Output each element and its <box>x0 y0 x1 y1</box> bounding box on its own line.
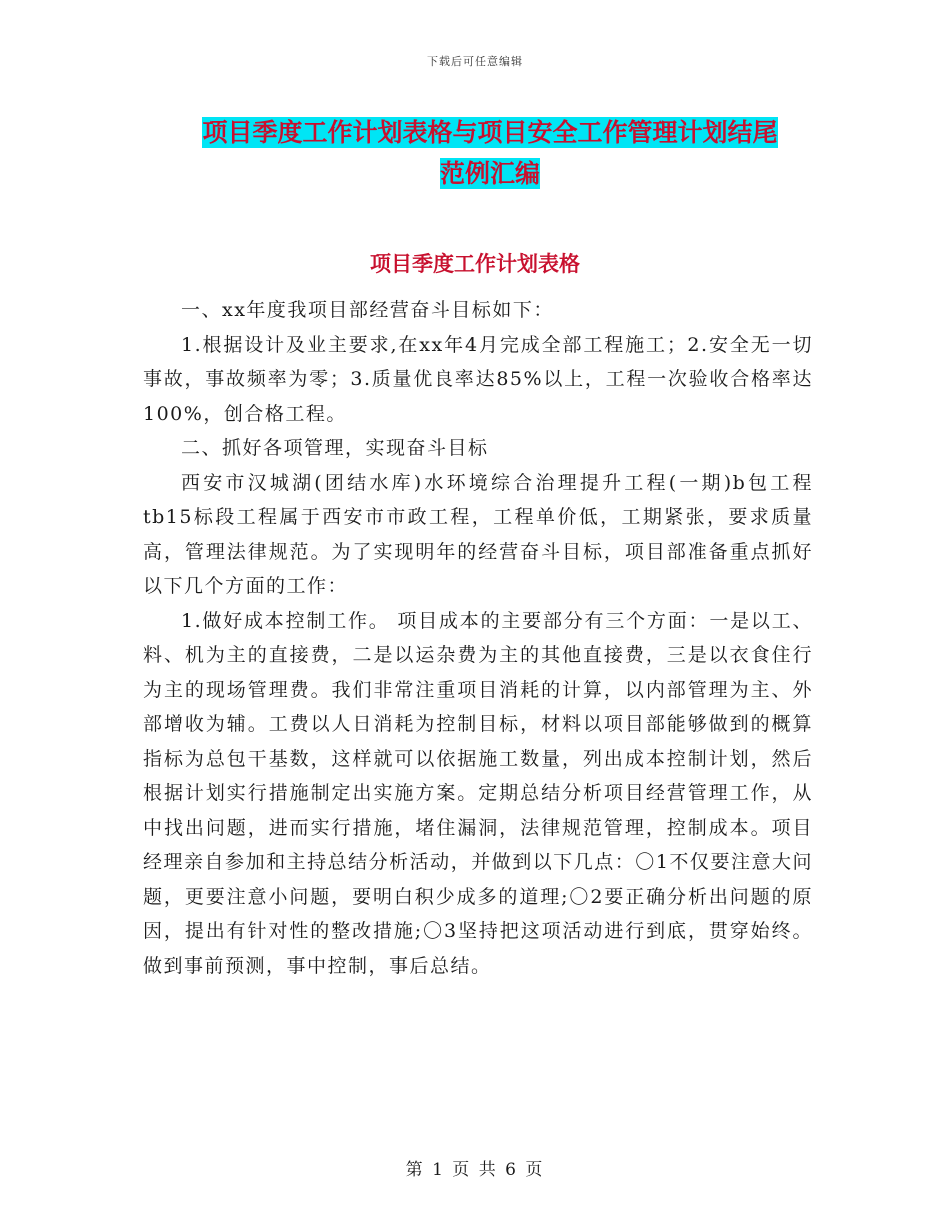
document-title <box>150 112 830 194</box>
document-title-line-2: 范例汇编 <box>439 159 540 188</box>
paragraph: 1.做好成本控制工作。 项目成本的主要部分有三个方面：一是以工、料、机为主的直接费，二是以运杂费为主的其他直接费，三是以衣食住行为主的现场管理费。我们非常注重项目消耗的计算，以内部管理为主、外部增收为辅。工费以人日消耗为控制目标，材料以项目部能够做到的概算指标为总包干基数，这样就可以依据施工数量，列出成本控制计划，然后根据计划实行措施制定出实施方案。定期总结分析项目经营管理工作，从中找出问题，进而实行措施，堵住漏洞，法律规范管理，控制成本。项目经理亲自参加和主持总结分析活动，并做到以下几点：〇1不仅要注意大问题，更要注意小问题，要明白积少成多的道理;〇2要正确分析出问题的原因，提出有针对性的整改措施;〇3坚持把这项活动进行到底，贯穿始终。做到事前预测，事中控制，事后总结。 <box>143 609 813 977</box>
paragraph: 一、xx年度我项目部经营奋斗目标如下： <box>181 299 554 321</box>
page-footer: 第 1 页 共 6 页 <box>405 1160 545 1180</box>
paragraph: 1.根据设计及业主要求,在xx年4月完成全部工程施工；2.安全无一切事故，事故频率为零；3.质量优良率达85%以上，工程一次验收合格率达100%，创合格工程。 <box>143 333 813 425</box>
document-title-line-1: 项目季度工作计划表格与项目安全工作管理计划结尾 <box>202 118 778 147</box>
body-text <box>143 293 813 983</box>
section-title: 项目季度工作计划表格 <box>370 252 580 276</box>
paragraph: 西安市汉城湖(团结水库)水环境综合治理提升工程(一期)b包工程tb15标段工程属于西安市市政工程，工程单价低，工期紧张，要求质量高，管理法律规范。为了实现明年的经营奋斗目标，项目部准备重点抓好以下几个方面的工作： <box>143 471 813 597</box>
header-note: 下载后可任意编辑 <box>427 55 523 68</box>
paragraph: 二、抓好各项管理，实现奋斗目标 <box>181 437 489 459</box>
